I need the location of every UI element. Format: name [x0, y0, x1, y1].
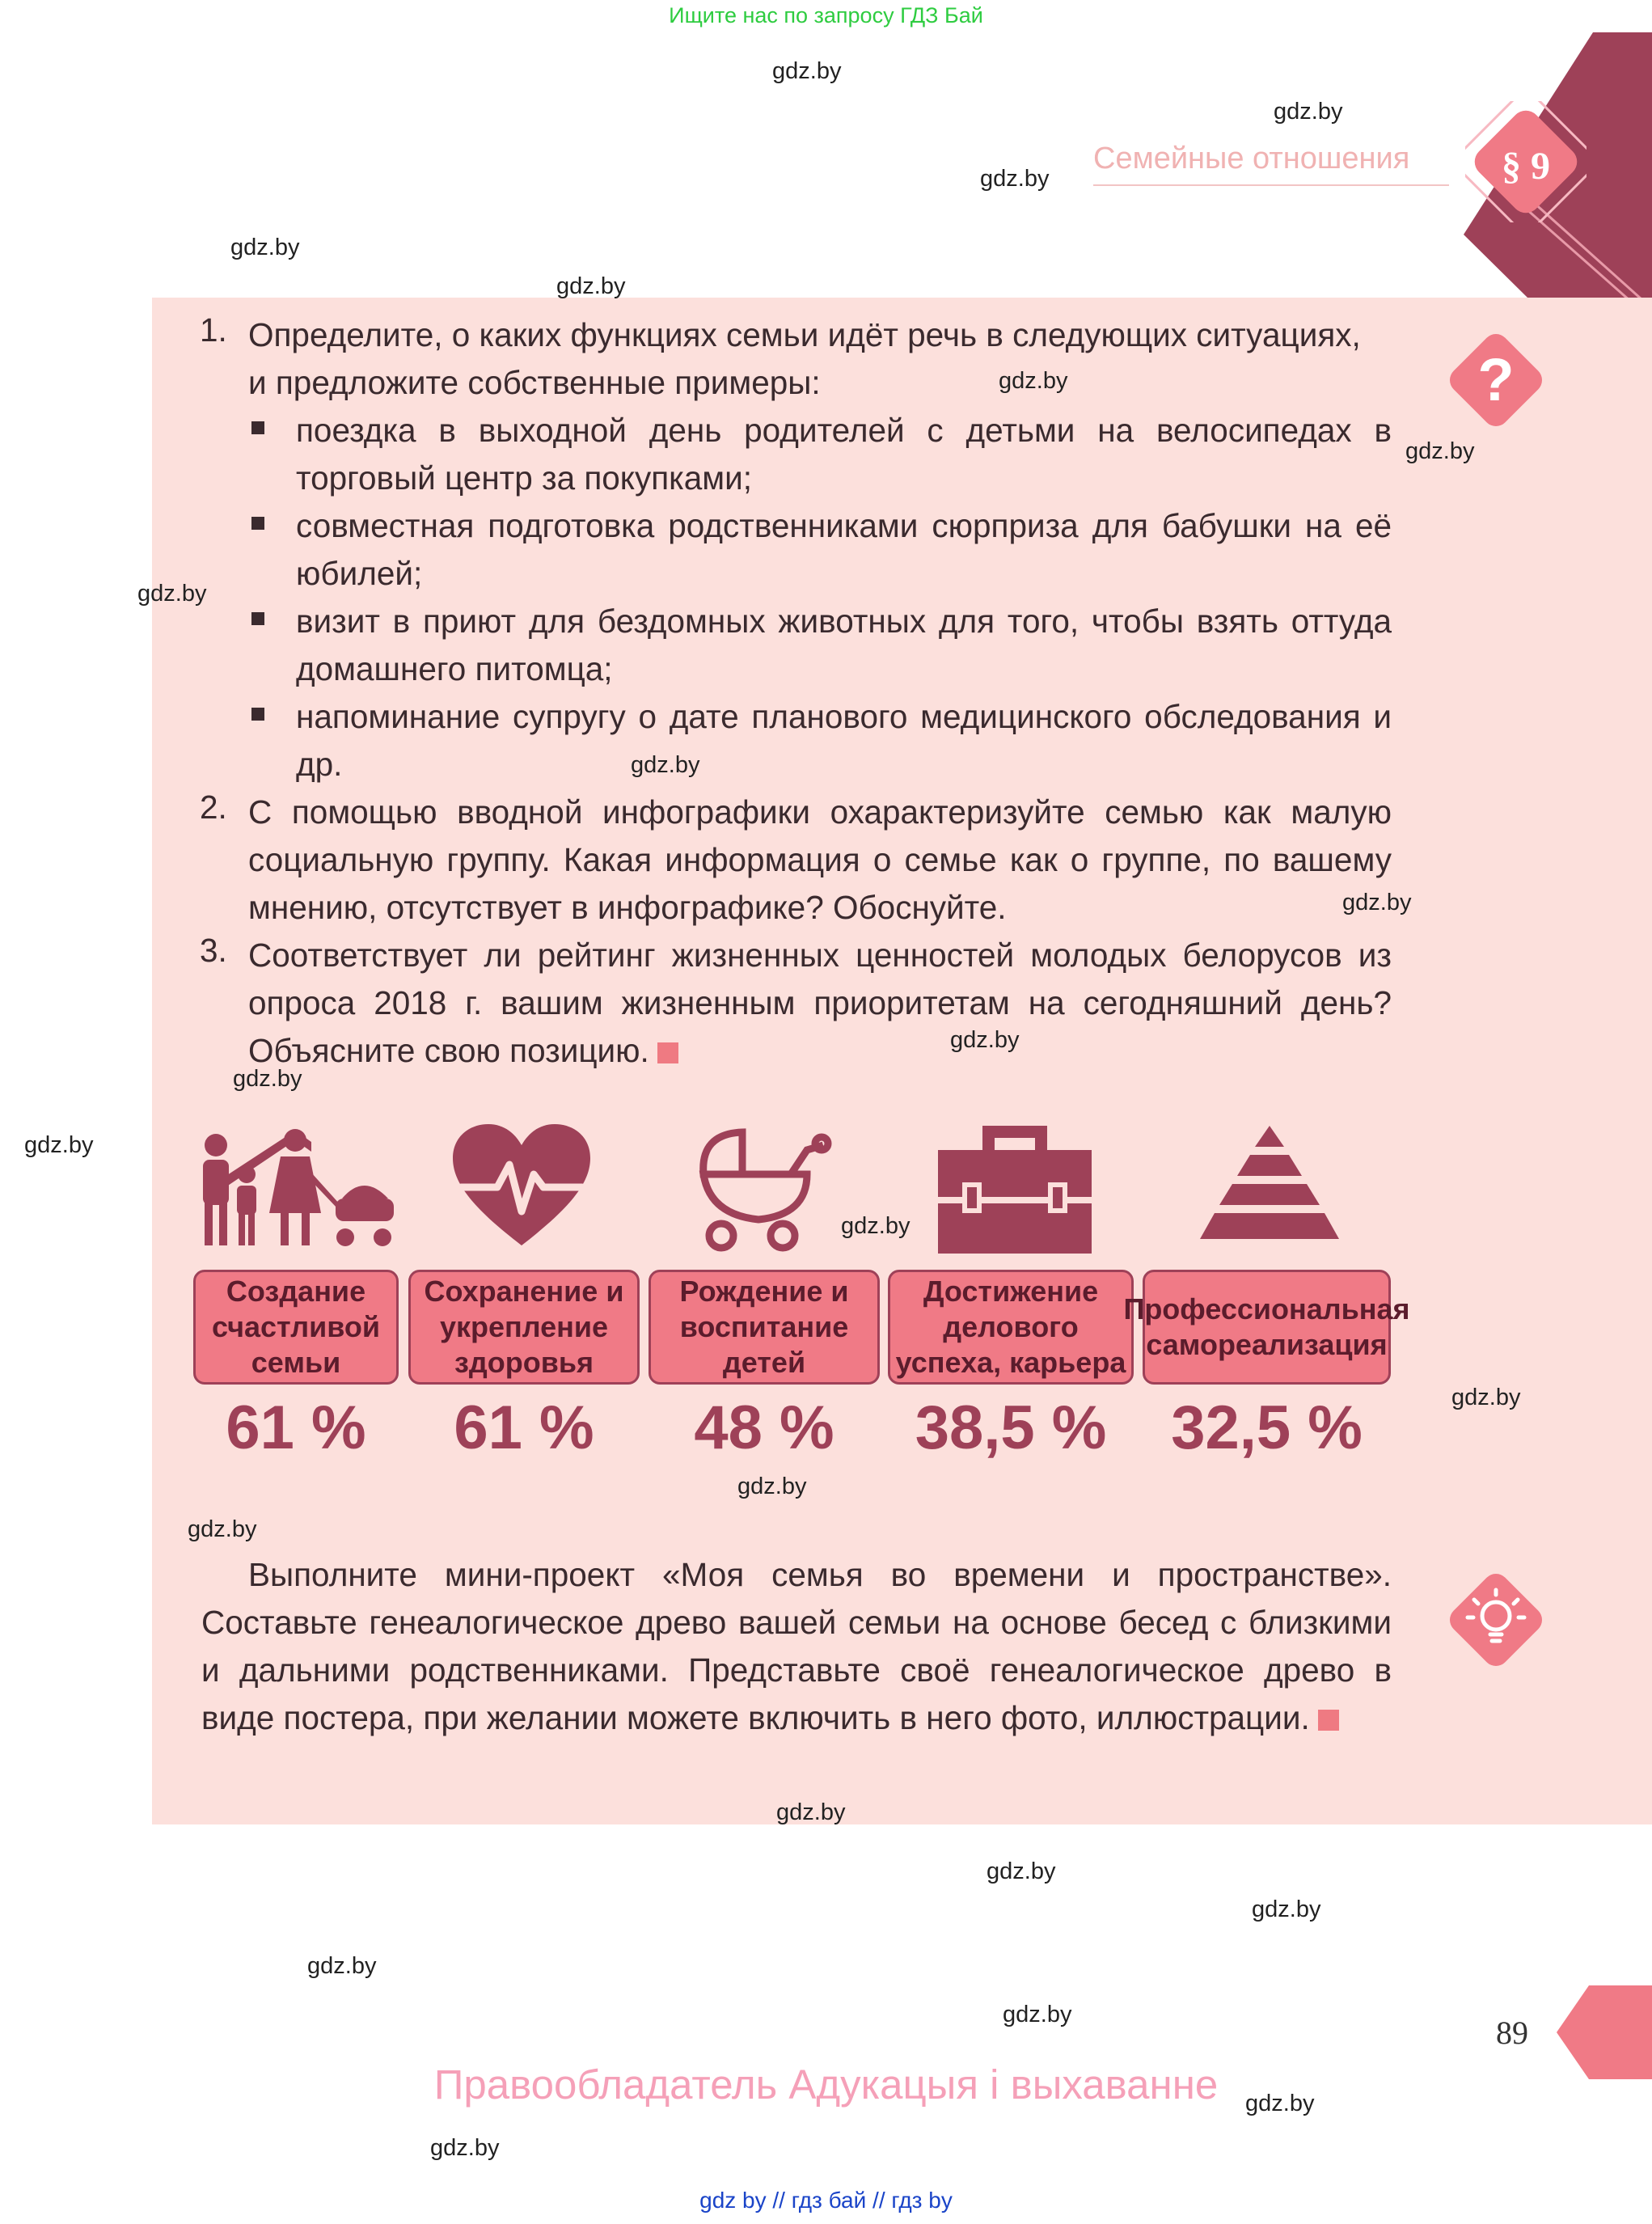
question-text: С помощью вводной инфографики охарактеризуйте семью как малую социальную группу. Какая информация о семье как о группе, по вашему мнению, отсутствует в инфографике? Обоснуйте. — [248, 793, 1392, 926]
lightbulb-icon — [1435, 1559, 1557, 1681]
bullet-item: поездка в выходной день родителей с детьми на велосипедах в торговый центр за покупками; — [296, 412, 1392, 497]
value-label — [888, 1270, 1134, 1385]
bullet-marker — [251, 708, 264, 721]
value-percent: 61 % — [226, 1393, 366, 1462]
watermark: gdz.by — [1245, 2091, 1315, 2116]
bullet-item: совместная подготовка родственниками сюрприза для бабушки на её юбилей; — [296, 507, 1392, 592]
svg-text:?: ? — [1477, 346, 1515, 413]
bullet-marker — [251, 517, 264, 530]
bottom-note: gdz by // гдз бай // гдз by — [699, 2188, 953, 2213]
section-divider — [1093, 184, 1449, 186]
value-percent: 32,5 % — [1171, 1393, 1363, 1462]
question-text-content: Соответствует ли рейтинг жизненных ценностей молодых белорусов из опроса 2018 г. вашим жизненным приоритетам на сегодняшний день? Объясните свою позицию. — [248, 937, 1392, 1069]
top-note: Ищите нас по запросу ГДЗ Бай — [669, 3, 983, 27]
value-percent: 48 % — [694, 1393, 834, 1462]
question-number: 2. — [200, 789, 227, 826]
watermark: gdz.by — [233, 1066, 302, 1092]
watermark: gdz.by — [24, 1132, 94, 1158]
value-label — [193, 1270, 399, 1385]
watermark: gdz.by — [556, 273, 626, 299]
section-title: Семейные отношения — [1093, 142, 1410, 175]
value-percent: 61 % — [454, 1393, 594, 1462]
watermark: gdz.by — [772, 58, 842, 84]
value-label-text: Профессиональная самореализация — [1123, 1292, 1410, 1361]
watermark: gdz.by — [980, 166, 1050, 192]
baby-stroller-icon — [694, 1126, 839, 1254]
watermark: gdz.by — [776, 1799, 846, 1825]
end-mark — [1318, 1710, 1339, 1731]
watermark: gdz.by — [307, 1953, 377, 1979]
watermark: gdz.by — [737, 1474, 807, 1499]
watermark: gdz.by — [188, 1516, 257, 1542]
question-number: 1. — [200, 311, 227, 349]
heart-pulse-icon — [453, 1124, 590, 1254]
watermark: gdz.by — [1342, 890, 1412, 915]
copyright-footer: Правообладатель Адукацыя і выхаванне — [433, 2061, 1219, 2108]
value-label-text: Создание счастливой семьи — [212, 1275, 380, 1379]
watermark: gdz.by — [631, 752, 700, 778]
watermark: gdz.by — [841, 1213, 911, 1239]
project-paragraph — [201, 1551, 1392, 1742]
watermark: gdz.by — [230, 235, 300, 260]
watermark: gdz.by — [1451, 1385, 1521, 1410]
question-text — [248, 932, 1392, 1075]
briefcase-icon — [938, 1126, 1092, 1254]
watermark: gdz.by — [987, 1858, 1056, 1884]
value-percent: 38,5 % — [915, 1393, 1107, 1462]
family-house-icon — [190, 1124, 400, 1254]
pyramid-icon — [1197, 1126, 1342, 1254]
question-number: 3. — [200, 932, 227, 969]
value-label-text: Рождение и воспитание детей — [679, 1275, 849, 1379]
page-number: 89 — [1496, 2015, 1528, 2051]
watermark: gdz.by — [950, 1027, 1020, 1053]
watermark: gdz.by — [1274, 99, 1343, 125]
watermark: gdz.by — [1405, 438, 1475, 464]
bullet-item: напоминание супругу о дате планового медицинского обследования и др. — [296, 698, 1392, 783]
value-label — [408, 1270, 640, 1385]
question-text: и предложите собственные примеры: — [248, 364, 821, 401]
end-mark — [657, 1042, 678, 1063]
question-text: Определите, о каких функциях семьи идёт речь в следующих ситуациях, — [248, 316, 1361, 353]
question-icon — [1435, 319, 1557, 441]
value-label-text: Достижение делового успеха, карьера — [895, 1275, 1126, 1379]
project-text: Выполните мини-проект «Моя семья во времени и пространстве». Составьте генеалогическое древо вашей семьи на основе бесед с близкими и дальними родственниками. Представьте своё генеалогическое древо в виде постера, при желании можете включить в него фото, иллюстрации. — [201, 1556, 1392, 1736]
bullet-marker — [251, 421, 264, 434]
watermark: gdz.by — [1003, 2002, 1072, 2027]
watermark: gdz.by — [999, 368, 1068, 394]
watermark: gdz.by — [1252, 1896, 1321, 1922]
watermark: gdz.by — [137, 581, 207, 607]
section-badge: § 9 — [1502, 145, 1550, 188]
watermark: gdz.by — [430, 2135, 500, 2161]
bullet-item: визит в приют для бездомных животных для того, чтобы взять оттуда домашнего питомца; — [296, 603, 1392, 687]
value-label — [649, 1270, 880, 1385]
value-label — [1123, 1270, 1410, 1385]
bullet-marker — [251, 612, 264, 625]
value-label-text: Сохранение и укрепление здоровья — [424, 1275, 624, 1379]
